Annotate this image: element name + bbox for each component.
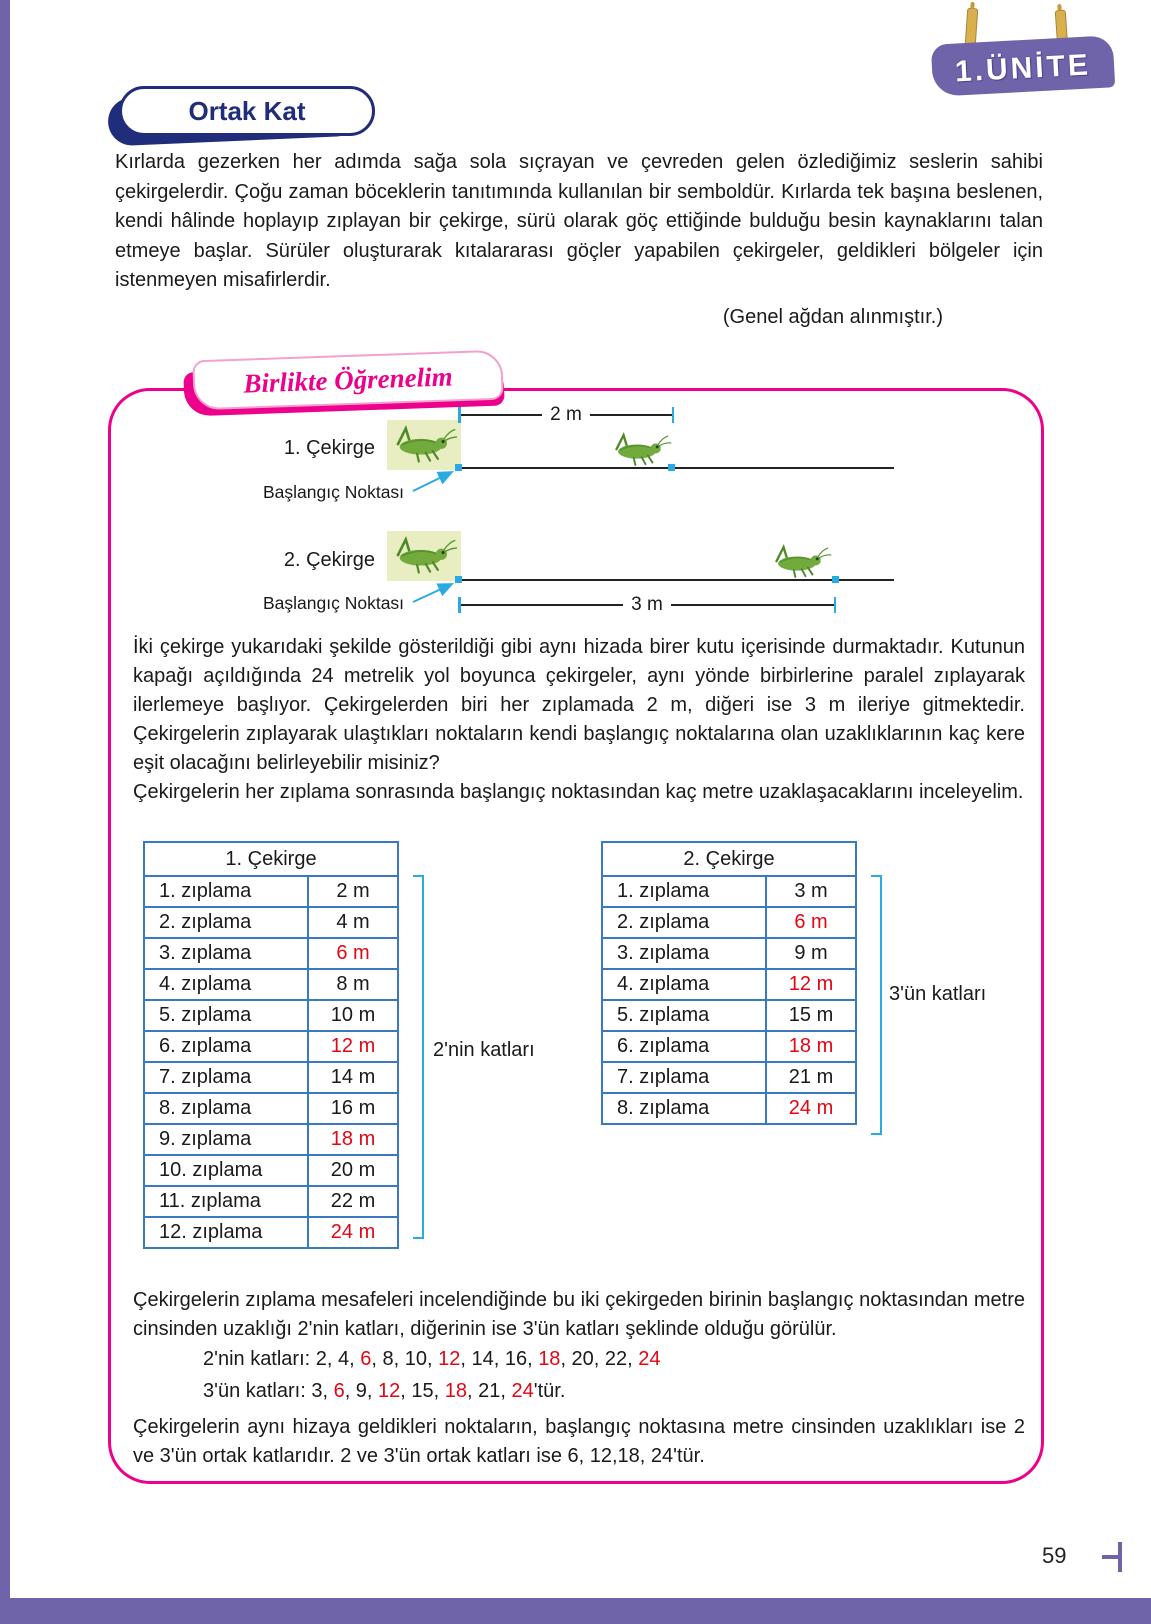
jump-label: 4. zıplama — [602, 969, 766, 1000]
table-1-title: 1. Çekirge — [144, 842, 398, 876]
problem-text — [133, 633, 1025, 807]
jump-value: 21 m — [766, 1062, 856, 1093]
problem-paragraph-2: Çekirgelerin her zıplama sonrasında başlangıç noktasından kaç metre uzaklaşacaklarını inceleyelim. — [133, 781, 1024, 803]
jump-label: 6. zıplama — [144, 1031, 308, 1062]
source-attribution: (Genel ağdan alınmıştır.) — [722, 306, 943, 328]
table-2-title: 2. Çekirge — [602, 842, 856, 876]
jump-label: 7. zıplama — [144, 1062, 308, 1093]
jump-label: 4. zıplama — [144, 969, 308, 1000]
jump-label: 1. zıplama — [144, 876, 308, 907]
header-pill — [119, 86, 375, 136]
problem-paragraph-1: İki çekirge yukarıdaki şekilde gösterildiği gibi aynı hizada birer kutu içerisinde durmaktadır. Kutunun kapağı açıldığında 24 metrelik yol boyunca çekirgeler, aynı yönde birbirlerine paralel zıplayarak ilerlemeye başlıyor. Çekirgelerden biri her zıplamada 2 m, diğeri ise 3 m ileriye gitmektedir. Çekirgelerin zıplayarak ulaştıkları noktaların kendi başlangıç noktalarına olan uzaklıklarının kaç kere eşit olacağını belirleyebilir misiniz? — [133, 636, 1025, 774]
dimension-tick — [672, 407, 675, 423]
distance-dimension-1 — [458, 404, 674, 425]
point-marker — [455, 576, 462, 583]
table-row — [144, 969, 398, 1000]
point-marker — [832, 576, 839, 583]
jump-value: 24 m — [308, 1217, 398, 1248]
table-row — [602, 1093, 856, 1124]
grasshopper-icon — [391, 424, 457, 466]
jump-label: 8. zıplama — [602, 1093, 766, 1124]
table-row — [602, 876, 856, 907]
jump-label: 9. zıplama — [144, 1124, 308, 1155]
distance-value-2: 3 m — [631, 594, 663, 615]
left-accent-bar — [0, 0, 10, 1624]
jump-label: 5. zıplama — [144, 1000, 308, 1031]
jump-value: 12 m — [308, 1031, 398, 1062]
table-row — [144, 938, 398, 969]
table-row — [602, 1031, 856, 1062]
jump-label: 6. zıplama — [602, 1031, 766, 1062]
jump-value: 10 m — [308, 1000, 398, 1031]
bracket-multiples-of-2 — [413, 875, 424, 1239]
unit-label: 1.ÜNİTE — [954, 48, 1092, 89]
start-point-label-1: Başlangıç Noktası — [263, 482, 405, 502]
table-row — [602, 1062, 856, 1093]
jump-value: 6 m — [308, 938, 398, 969]
table-row — [602, 969, 856, 1000]
conclusion-paragraph: Çekirgelerin zıplama mesafeleri incelendiğinde bu iki çekirgeden birinin başlangıç noktasından metre cinsinden uzaklığı 2'nin katları, diğerinin ise 3'ün katları şeklinde olduğu görülür. — [133, 1289, 1025, 1340]
distance-dimension-2 — [458, 594, 836, 615]
jump-label: 10. zıplama — [144, 1155, 308, 1186]
jump-label: 2. zıplama — [602, 907, 766, 938]
table-row — [144, 1155, 398, 1186]
grasshopper-icon — [603, 432, 677, 468]
intro-paragraph: Kırlarda gezerken her adımda sağa sola sıçrayan ve çevreden gelen özlediğimiz seslerin sahibi çekirgelerdir. Çoğu zaman böceklerin tanıtımında kullanılan bir semboldür. Kırlarda tek başına beslenen, kendi hâlinde hoplayıp zıplayan bir çekirge, sürü olarak göç ettiğinde bulduğu besin kaynaklarını talan etmeye başlar. Sürüler oluşturarak kıtalararası göçler yapabilen çekirgeler, geldikleri bölgeler için istenmeyen misafirlerdir. — [115, 151, 1043, 291]
point-marker — [455, 464, 462, 471]
grasshopper2-box — [387, 531, 461, 581]
table-row — [602, 938, 856, 969]
table-row — [602, 1000, 856, 1031]
table-row — [144, 1093, 398, 1124]
jump-label: 8. zıplama — [144, 1093, 308, 1124]
jump-label: 2. zıplama — [144, 907, 308, 938]
lesson-tab — [193, 355, 505, 413]
table-row — [144, 1031, 398, 1062]
table-row — [144, 1217, 398, 1248]
bracket-label-1: 2'nin katları — [433, 1039, 535, 1061]
jump-value: 3 m — [766, 876, 856, 907]
start-point-label-2: Başlangıç Noktası — [263, 593, 405, 613]
jump-value: 22 m — [308, 1186, 398, 1217]
final-paragraph: Çekirgelerin aynı hizaya geldikleri noktaların, başlangıç noktasına metre cinsinden uzaklıkları ise 2 ve 3'ün ortak katlarıdır. 2 ve 3'ün ortak katları ise 6, 12,18, 24'tür. — [133, 1416, 1025, 1467]
jump-label: 11. zıplama — [144, 1186, 308, 1217]
table-row — [144, 1186, 398, 1217]
jump-value: 24 m — [766, 1093, 856, 1124]
measuring-stick-icon — [965, 8, 979, 47]
jump-value: 16 m — [308, 1093, 398, 1124]
jump-value: 4 m — [308, 907, 398, 938]
bracket-multiples-of-3 — [871, 875, 882, 1135]
page-number-tick-icon — [1094, 1542, 1122, 1572]
jump-value: 18 m — [766, 1031, 856, 1062]
jump-value: 6 m — [766, 907, 856, 938]
lesson-box — [108, 360, 1044, 1484]
jump-label: 1. zıplama — [602, 876, 766, 907]
grasshopper1-label: 1. Çekirge — [283, 437, 375, 459]
jump-label: 7. zıplama — [602, 1062, 766, 1093]
distance-value-1: 2 m — [550, 404, 582, 425]
jump-value: 14 m — [308, 1062, 398, 1093]
grasshopper1-box — [387, 420, 461, 470]
dimension-tick — [834, 597, 837, 613]
table-row — [144, 907, 398, 938]
page-number: 59 — [1042, 1543, 1067, 1568]
jump-label: 3. zıplama — [602, 938, 766, 969]
table-row — [602, 907, 856, 938]
jump-label: 5. zıplama — [602, 1000, 766, 1031]
unit-badge — [928, 8, 1118, 103]
grasshopper2-label: 2. Çekirge — [283, 549, 375, 571]
jump-label: 12. zıplama — [144, 1217, 308, 1248]
jump-value: 15 m — [766, 1000, 856, 1031]
bottom-accent-bar — [0, 1598, 1151, 1624]
section-title: Ortak Kat — [188, 95, 306, 126]
grasshopper-icon — [763, 544, 837, 580]
table-row — [144, 1062, 398, 1093]
jump-value: 18 m — [308, 1124, 398, 1155]
jump-value: 9 m — [766, 938, 856, 969]
lesson-title: Birlikte Öğrenelim — [242, 360, 454, 399]
jump-table-2 — [601, 841, 857, 1125]
jump-value: 12 m — [766, 969, 856, 1000]
bracket-label-2: 3'ün katları — [889, 983, 987, 1005]
jump-value: 2 m — [308, 876, 398, 907]
section-header — [115, 86, 377, 142]
table-row — [144, 876, 398, 907]
table-row — [144, 1124, 398, 1155]
multiples-of-3-line: 3'ün katları: 3, 6, 9, 12, 15, 18, 21, 24'tür. — [203, 1380, 566, 1402]
jump-value: 8 m — [308, 969, 398, 1000]
jump-table-1 — [143, 841, 399, 1249]
jump-value: 20 m — [308, 1155, 398, 1186]
jump-label: 3. zıplama — [144, 938, 308, 969]
multiples-of-2-line: 2'nin katları: 2, 4, 6, 8, 10, 12, 14, 16, 18, 20, 22, 24 — [203, 1348, 661, 1370]
grasshopper-icon — [391, 535, 457, 577]
table-row — [144, 1000, 398, 1031]
